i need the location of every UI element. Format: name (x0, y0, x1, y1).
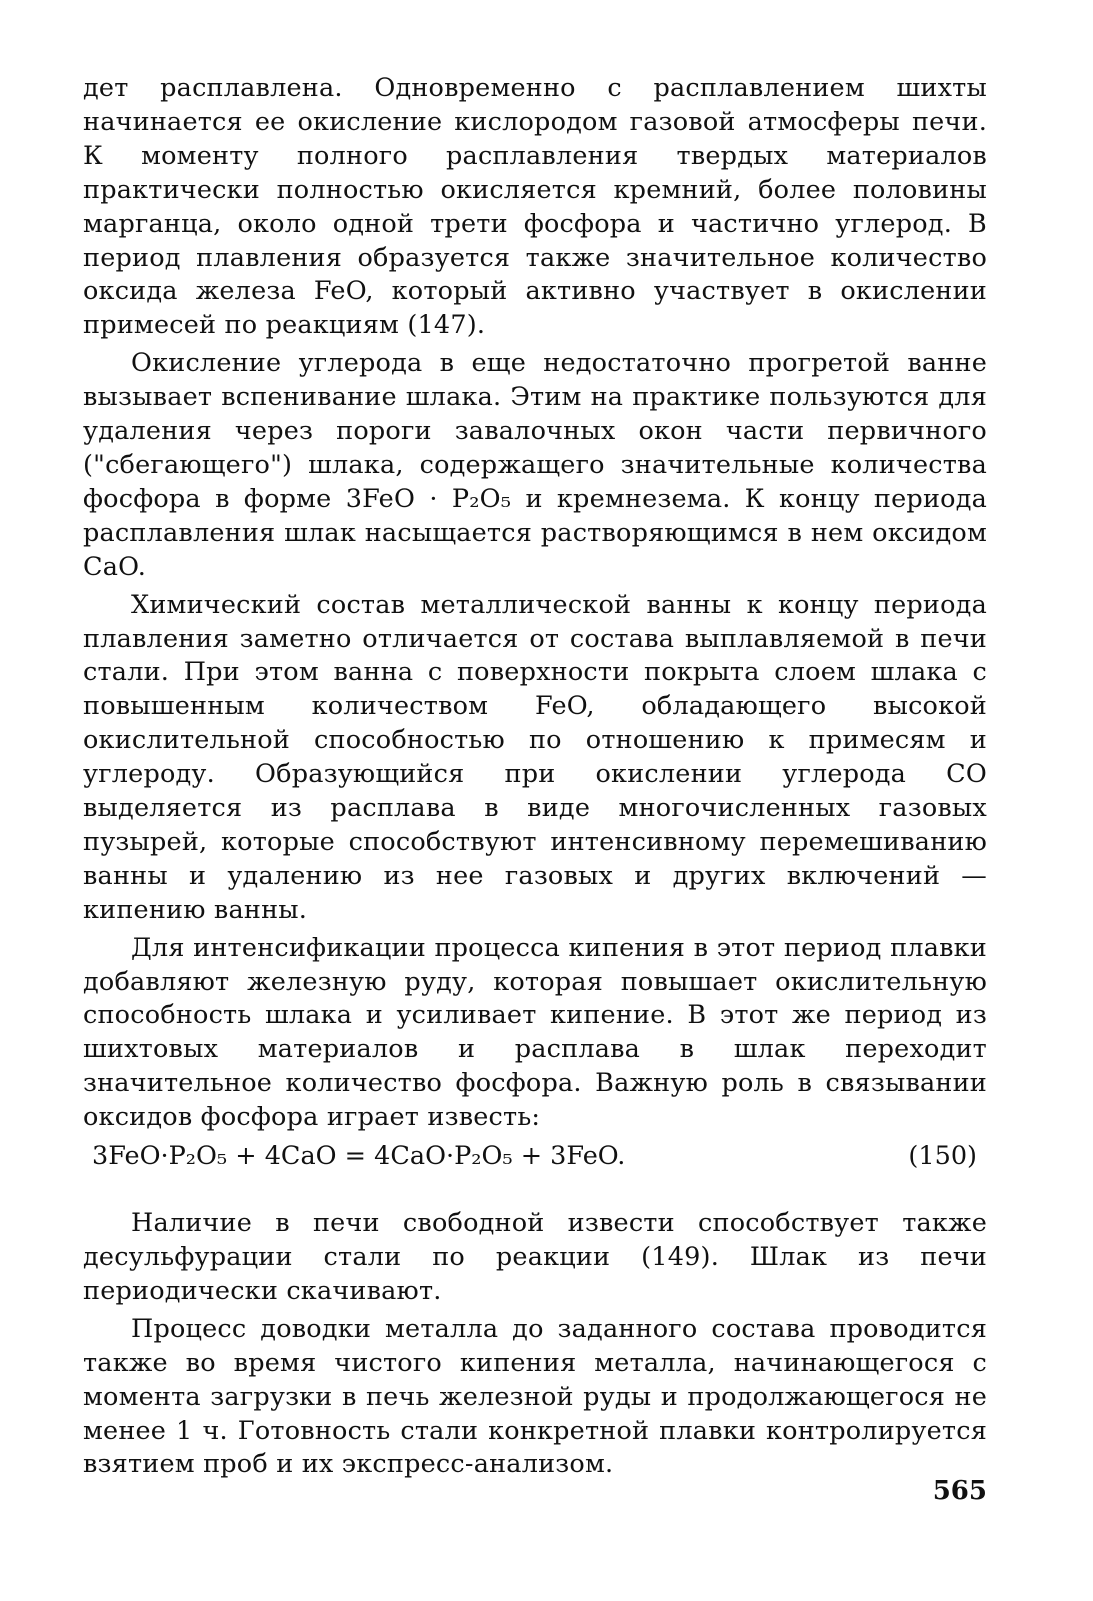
equation-formula: 3FeO·P₂O₅ + 4CaO = 4CaO·P₂O₅ + 3FeO. (92, 1141, 626, 1172)
paragraph-6: Процесс доводки металла до заданного состава проводится также во время чистого кипения металла, начинающегося с момента загрузки в печь железной руды и продолжающегося не менее 1 ч. Готовность стали конкретной плавки контролируется взятием проб и их экспресс-анализом. (83, 1313, 987, 1480)
page-body (83, 72, 987, 1486)
paragraph-2: Окисление углерода в еще недостаточно прогретой ванне вызывает вспенивание шлака. Этим на практике пользуются для удаления через пороги завалочных окон части первичного ("сбегающего") шлака, содержащего значительные количества фосфора в форме 3FeO · P₂O₅ и кремнезема. К концу периода расплавления шлак насыщается растворяющимся в нем оксидом CaO. (83, 348, 987, 582)
equation-number: (150) (908, 1141, 977, 1172)
equation-150 (83, 1139, 987, 1177)
paragraph-5: Наличие в печи свободной извести способствует также десульфурации стали по реакции (149). Шлак из печи периодически скачивают. (83, 1208, 987, 1306)
paragraph-4: Для интенсификации процесса кипения в этот период плавки добавляют железную руду, которая повышает окислительную способность шлака и усиливает кипение. В этот же период из шихтовых материалов и расплава в шлак переходит значительное количество фосфора. Важную роль в связывании оксидов фосфора играет известь: (83, 932, 987, 1133)
paragraph-3: Химический состав металлической ванны к концу периода плавления заметно отличается от состава выплавляемой в печи стали. При этом ванна с поверхности покрыта слоем шлака с повышенным количеством FeO, обладающего высокой окислительной способностью по отношению к примесям и углероду. Образующийся при окислении углерода CO выделяется из расплава в виде многочисленных газовых пузырей, которые способствуют интенсивному перемешиванию ванны и удалению из нее газовых и других включений — кипению ванны. (83, 589, 987, 925)
page-number: 565 (932, 1476, 987, 1506)
paragraph-1: дет расплавлена. Одновременно с расплавлением шихты начинается ее окисление кислородом газовой атмосферы печи. К моменту полного расплавления твердых материалов практически полностью окисляется кремний, более половины марганца, около одной трети фосфора и частично углерод. В период плавления образуется также значительное количество оксида железа FeO, который активно участвует в окислении примесей по реакциям (147). (83, 73, 987, 341)
